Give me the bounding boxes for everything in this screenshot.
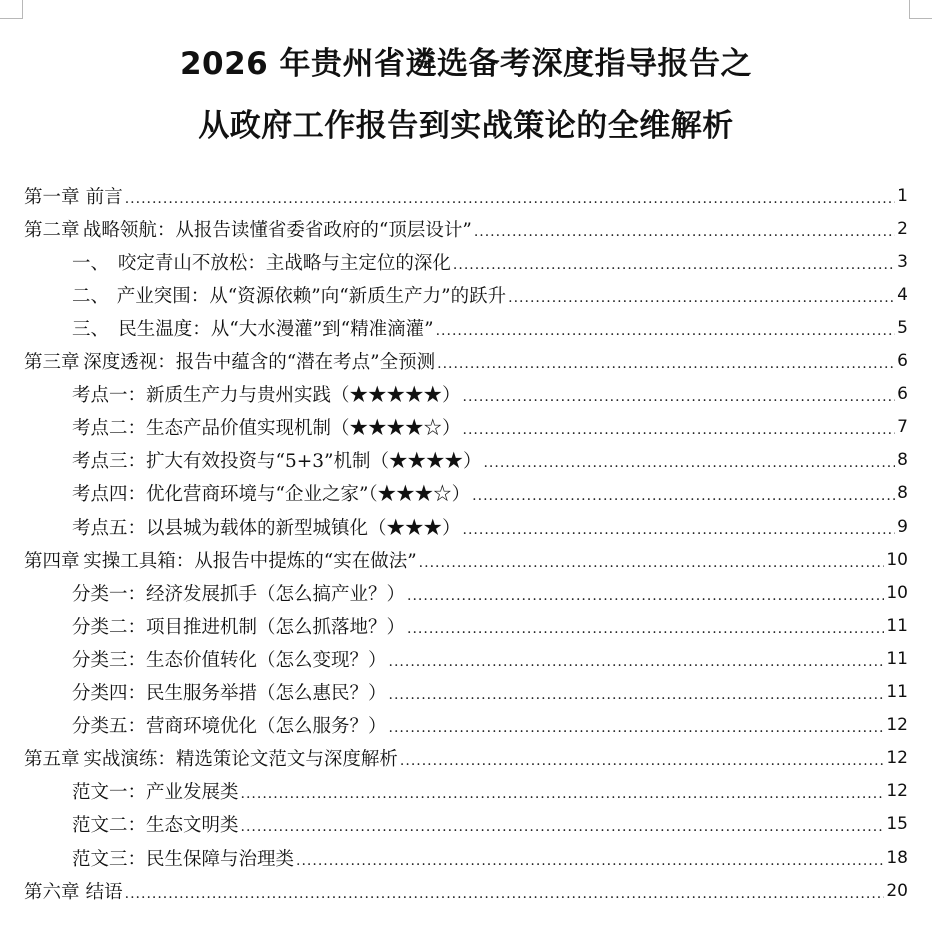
toc-entry-title: 民生温度：从“大水漫灌”到“精准滴灌”	[118, 318, 434, 340]
toc-dot-leader	[508, 285, 895, 305]
toc-dot-leader	[125, 881, 885, 901]
toc-section-entry[interactable]	[72, 709, 908, 742]
toc-dot-leader	[389, 649, 885, 669]
toc-section-entry[interactable]	[72, 808, 908, 841]
toc-section-entry[interactable]	[72, 510, 908, 543]
toc-entry-title: 考点三：扩大有效投资与“5+3”机制（★★★★）	[72, 451, 482, 473]
toc-section-entry[interactable]	[72, 642, 908, 675]
toc-section-entry[interactable]	[72, 245, 908, 278]
toc-page-number: 3	[897, 251, 908, 272]
toc-page-number: 12	[886, 748, 908, 769]
toc-dot-leader	[241, 781, 885, 801]
toc-entry-number: 第四章	[24, 550, 80, 572]
toc-entry-number: 第三章	[24, 352, 80, 373]
toc-section-entry[interactable]	[72, 676, 908, 709]
toc-section-entry[interactable]	[72, 378, 908, 411]
toc-chapter-entry[interactable]	[24, 874, 908, 907]
page-corner-mark-right	[909, 0, 932, 19]
toc-entry-number: 第一章	[24, 186, 80, 208]
document-title-line1: 2026 年贵州省遴选备考深度指导报告之	[179, 46, 753, 82]
toc-page-number: 8	[897, 450, 908, 471]
toc-dot-leader	[400, 748, 884, 768]
toc-entry-title: 范文二：生态文明类	[72, 815, 239, 837]
toc-chapter-entry[interactable]	[24, 742, 908, 775]
toc-entry-title: 分类二：项目推进机制（怎么抓落地？）	[72, 616, 406, 638]
toc-section-entry[interactable]	[72, 311, 908, 344]
toc-entry-title: 战略领航：从报告读懂省委省政府的“顶层设计”	[82, 219, 472, 241]
toc-dot-leader	[389, 682, 885, 702]
toc-page-number: 11	[886, 648, 908, 669]
toc-chapter-entry[interactable]	[24, 543, 908, 576]
toc-page-number: 11	[886, 615, 908, 636]
toc-section-entry[interactable]	[72, 576, 908, 609]
toc-chapter-entry[interactable]	[24, 212, 908, 245]
toc-section-entry[interactable]	[72, 841, 908, 874]
toc-page-number: 6	[897, 351, 908, 371]
toc-page-number: 12	[886, 715, 908, 736]
toc-page-number: 20	[886, 880, 908, 901]
toc-dot-leader	[296, 848, 884, 868]
toc-dot-leader	[125, 186, 895, 206]
toc-dot-leader	[407, 583, 884, 603]
toc-dot-leader	[463, 417, 896, 437]
page-corner-mark-left	[0, 0, 23, 19]
toc-entry-title: 咬定青山不放松：主战略与主定位的深化	[117, 252, 451, 274]
toc-page-number: 10	[886, 582, 908, 603]
toc-page-number: 2	[897, 218, 908, 239]
toc-entry-title: 实操工具箱：从报告中提炼的“实在做法”	[83, 550, 417, 572]
document-title-line2: 从政府工作报告到实战策论的全维解析	[198, 108, 734, 144]
toc-page-number: 9	[897, 516, 908, 537]
toc-section-entry[interactable]	[72, 609, 908, 642]
toc-chapter-entry[interactable]	[24, 179, 908, 212]
toc-entry-number: 第五章	[24, 749, 80, 771]
toc-page-number: 5	[897, 317, 908, 338]
toc-page-number: 11	[886, 682, 908, 702]
toc-dot-leader	[437, 351, 895, 371]
toc-page-number: 7	[897, 417, 908, 438]
toc-page-number: 4	[897, 284, 908, 305]
toc-entry-title: 分类三：生态价值转化（怎么变现？）	[72, 649, 387, 671]
toc-page-number: 18	[886, 847, 908, 868]
toc-page-number: 10	[886, 549, 908, 570]
toc-page-number: 15	[886, 814, 908, 835]
toc-dot-leader	[453, 252, 895, 272]
toc-entry-number: 第二章	[24, 219, 80, 241]
toc-dot-leader	[472, 483, 895, 503]
toc-entry-title: 考点一：新质生产力与贵州实践（★★★★★）	[72, 385, 461, 407]
toc-entry-number: 一、	[72, 252, 110, 274]
toc-dot-leader	[483, 450, 895, 470]
toc-entry-title: 前言	[85, 186, 123, 208]
toc-dot-leader	[241, 814, 885, 834]
toc-page-number: 8	[897, 483, 908, 504]
toc-dot-leader	[474, 219, 895, 239]
toc-dot-leader	[419, 550, 885, 570]
toc-entry-number: 二、	[72, 285, 110, 307]
toc-dot-leader	[407, 616, 884, 636]
toc-entry-number: 第六章	[24, 881, 80, 903]
toc-entry-title: 考点五：以县城为载体的新型城镇化（★★★）	[72, 517, 461, 539]
toc-section-entry[interactable]	[72, 775, 908, 808]
toc-section-entry[interactable]	[72, 278, 908, 311]
toc-entry-title: 范文三：民生保障与治理类	[72, 848, 295, 870]
toc-dot-leader	[463, 384, 896, 404]
toc-entry-title: 分类一：经济发展抓手（怎么搞产业？）	[72, 583, 406, 605]
toc-dot-leader	[389, 715, 885, 735]
toc-entry-title: 考点二：生态产品价值实现机制（★★★★☆）	[72, 418, 461, 440]
toc-entry-title: 结语	[85, 881, 123, 903]
toc-page-number: 6	[897, 384, 908, 405]
toc-entry-number: 三、	[72, 318, 110, 340]
toc-page-number: 12	[886, 781, 908, 802]
toc-entry-title: 分类四：民生服务举措（怎么惠民？）	[72, 683, 387, 704]
toc-section-entry[interactable]	[72, 444, 908, 477]
toc-entry-title: 考点四：优化营商环境与“企业之家”（★★★☆）	[72, 484, 471, 506]
toc-entry-title: 分类五：营商环境优化（怎么服务？）	[72, 716, 387, 738]
toc-chapter-entry[interactable]	[24, 345, 908, 378]
toc-dot-leader	[436, 318, 896, 338]
toc-entry-title: 深度透视：报告中蕴含的“潜在考点”全预测	[83, 352, 436, 373]
toc-entry-title: 产业突围：从“资源依赖”向“新质生产力”的跃升	[116, 285, 507, 307]
toc-entry-title: 实战演练：精选策论文范文与深度解析	[83, 749, 398, 771]
toc-section-entry[interactable]	[72, 477, 908, 510]
toc-dot-leader	[463, 517, 896, 537]
toc-entry-title: 范文一：产业发展类	[72, 782, 239, 804]
toc-page-number: 1	[897, 185, 908, 206]
toc-section-entry[interactable]	[72, 411, 908, 444]
